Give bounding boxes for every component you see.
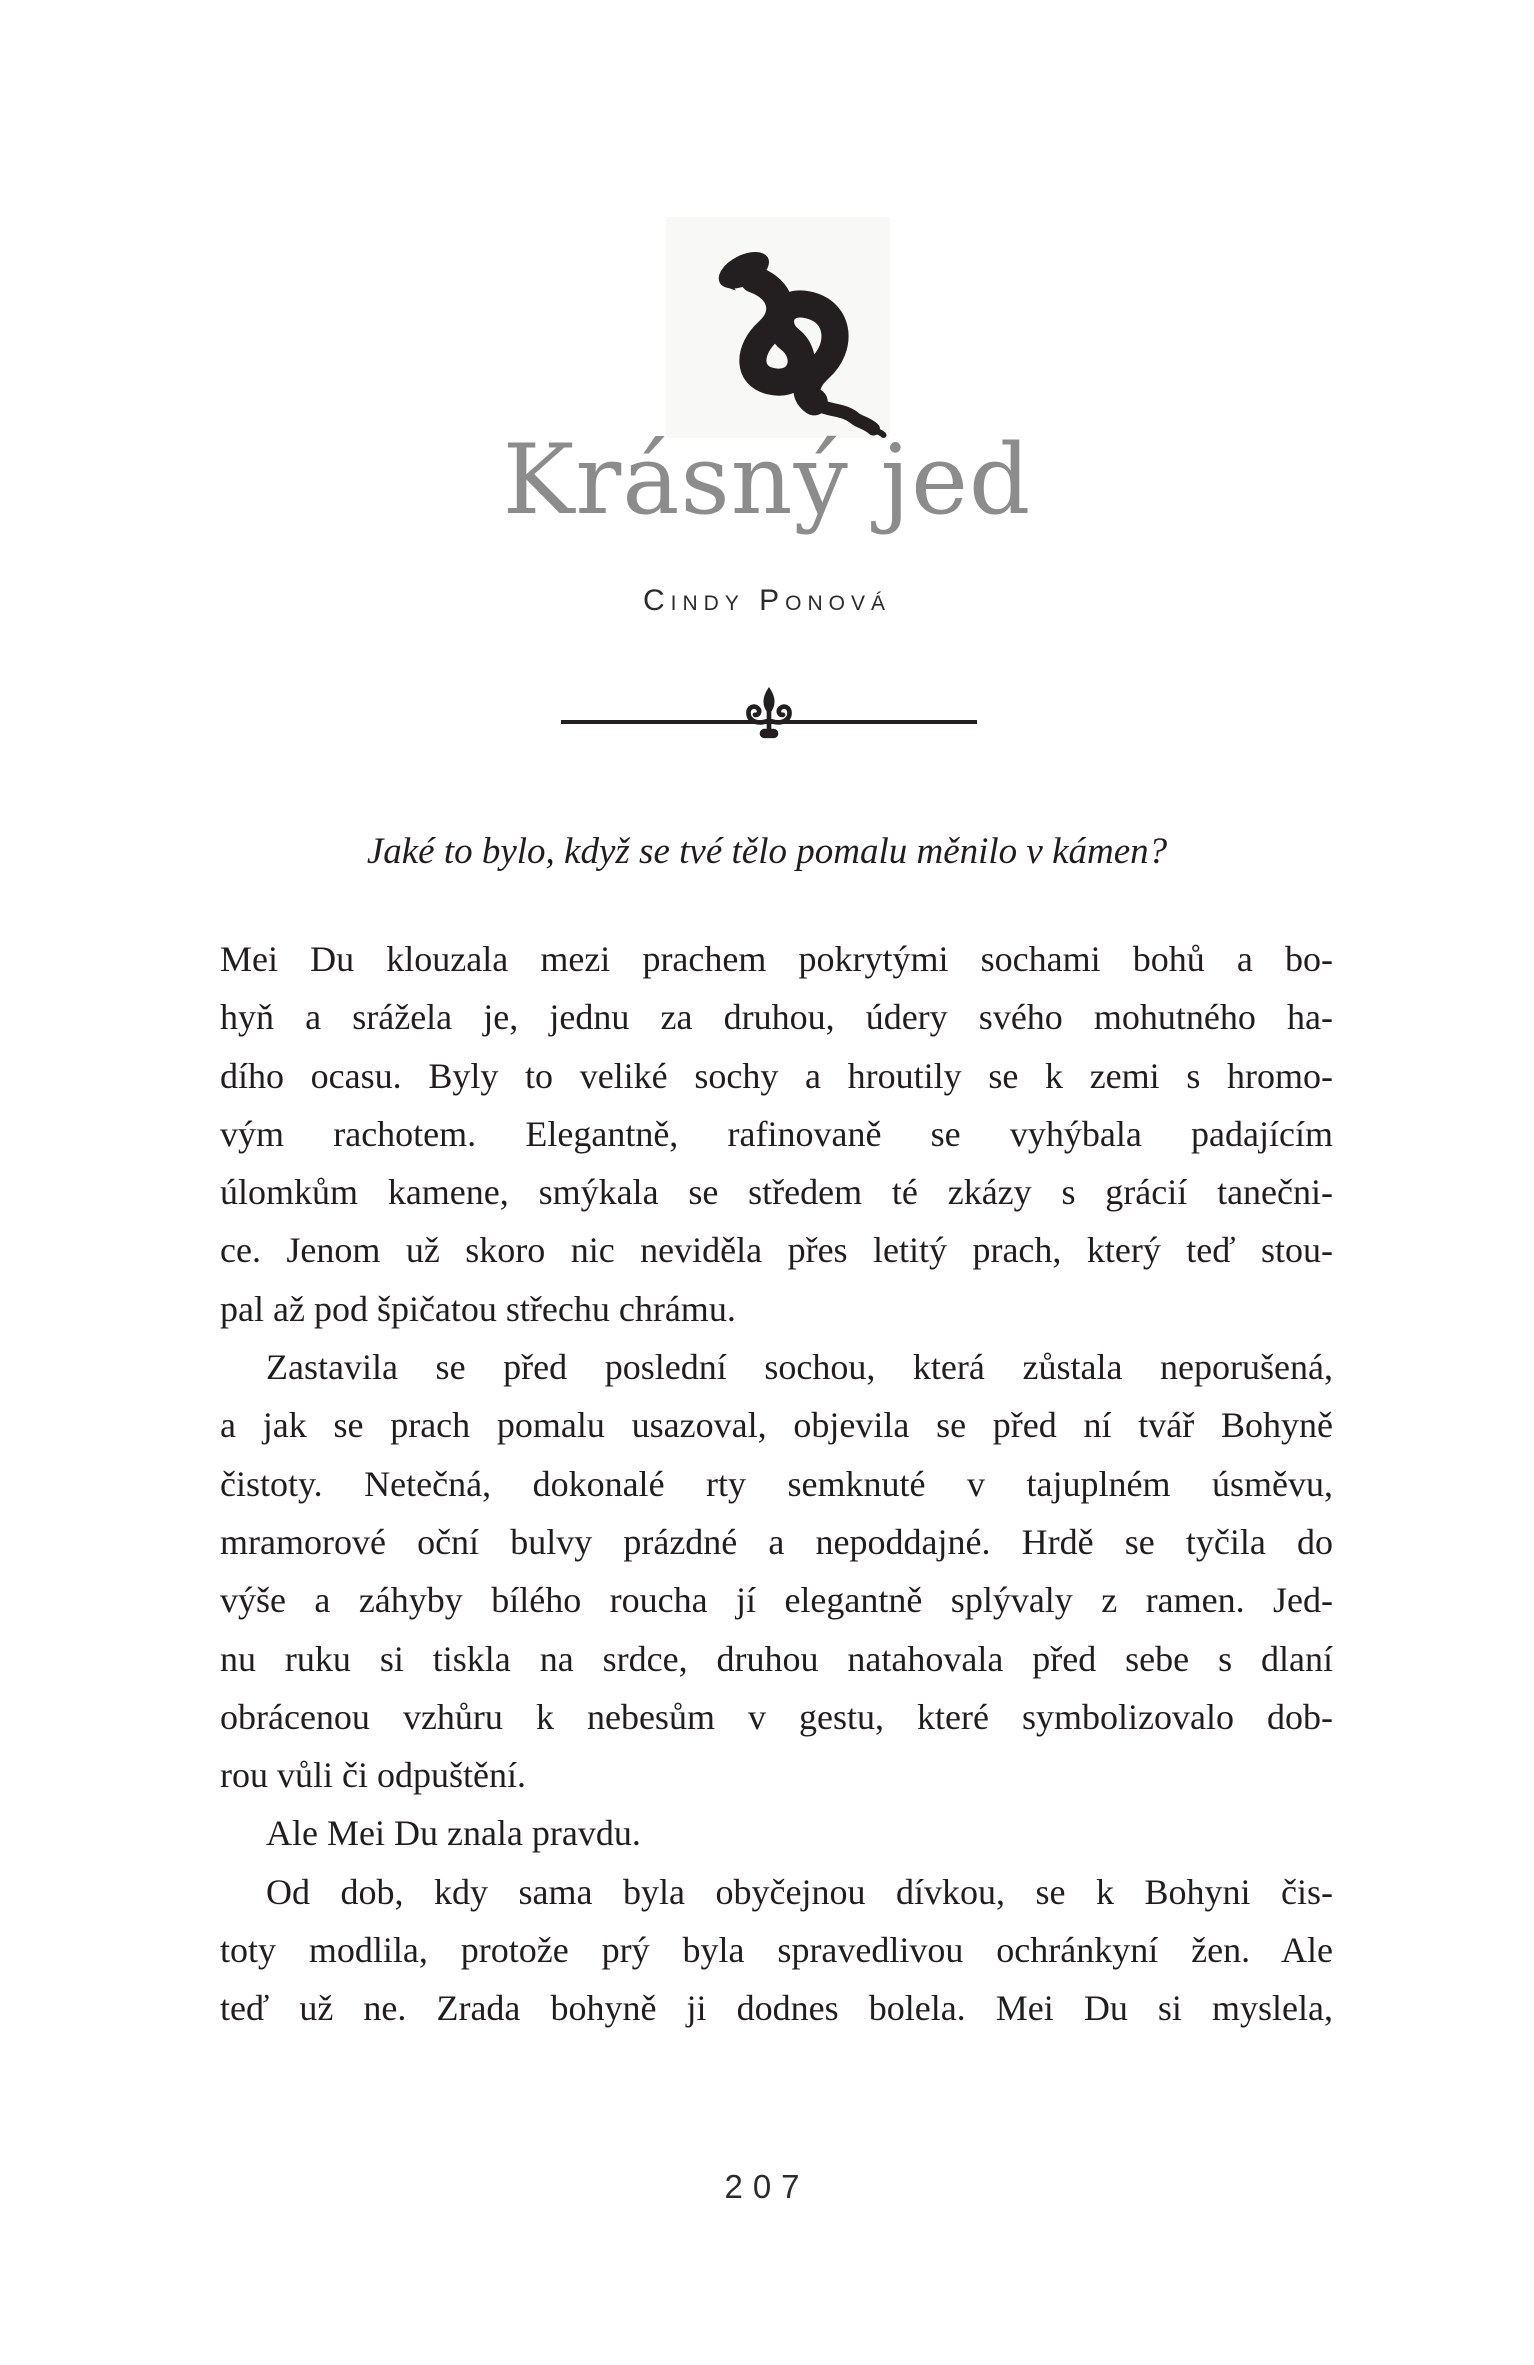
paragraph bbox=[220, 1804, 1333, 1862]
paragraph bbox=[220, 1863, 1333, 2038]
body-line: ce. Jenom už skoro nic neviděla přes letitý prach, který teď stou- bbox=[220, 1230, 1333, 1271]
body-line: Od dob, kdy sama byla obyčejnou dívkou, se k Bohyni čis- bbox=[266, 1871, 1333, 1912]
body-text bbox=[220, 930, 1333, 2038]
body-line: vým rachotem. Elegantně, rafinovaně se vyhýbala padajícím bbox=[220, 1113, 1333, 1154]
chapter-title: Krásný jed bbox=[502, 424, 1032, 536]
body-line: Mei Du klouzala mezi prachem pokrytými sochami bohů a bo- bbox=[220, 939, 1333, 979]
author-name: Cindy Ponová bbox=[642, 584, 892, 617]
body-line: nu ruku si tiskla na srdce, druhou natahovala před sebe s dlaní bbox=[220, 1638, 1333, 1679]
chapter-illustration bbox=[666, 217, 890, 438]
snake-icon bbox=[666, 217, 890, 438]
body-line: a jak se prach pomalu usazoval, objevila se před ní tvář Bohyně bbox=[220, 1405, 1333, 1446]
body-line: obrácenou vzhůru k nebesům v gestu, které symbolizovalo dob- bbox=[220, 1696, 1333, 1737]
paragraph bbox=[220, 930, 1333, 1338]
paragraph bbox=[220, 1338, 1333, 1804]
body-line: výše a záhyby bílého roucha jí elegantně splývaly z ramen. Jed- bbox=[220, 1580, 1333, 1621]
epigraph: Jaké to bylo, když se tvé tělo pomalu měnilo v kámen? bbox=[366, 831, 1168, 872]
body-line: Zastavila se před poslední sochou, která zůstala neporušená, bbox=[266, 1347, 1333, 1388]
page-number: 207 bbox=[724, 2168, 810, 2205]
body-line: teď už ne. Zrada bohyně ji dodnes bolela. Mei Du si myslela, bbox=[220, 1988, 1333, 2029]
body-line: rou vůli či odpuštění. bbox=[220, 1755, 526, 1796]
fleur-de-lis-icon bbox=[741, 683, 797, 741]
body-line: Ale Mei Du znala pravdu. bbox=[266, 1813, 641, 1854]
body-line: pal až pod špičatou střechu chrámu. bbox=[220, 1288, 736, 1329]
body-line: čistoty. Netečná, dokonalé rty semknuté v tajuplném úsměvu, bbox=[220, 1463, 1333, 1504]
section-divider bbox=[561, 683, 977, 743]
body-line: hyň a srážela je, jednu za druhou, údery svého mohutného ha- bbox=[220, 997, 1333, 1038]
body-line: toty modlila, protože prý byla spravedlivou ochránkyní žen. Ale bbox=[220, 1930, 1333, 1971]
body-line: dího ocasu. Byly to veliké sochy a hroutily se k zemi s hromo- bbox=[220, 1055, 1333, 1096]
body-line: mramorové oční bulvy prázdné a nepoddajné. Hrdě se tyčila do bbox=[220, 1521, 1333, 1562]
body-line: úlomkům kamene, smýkala se středem té zkázy s grácií tanečni- bbox=[220, 1172, 1333, 1213]
